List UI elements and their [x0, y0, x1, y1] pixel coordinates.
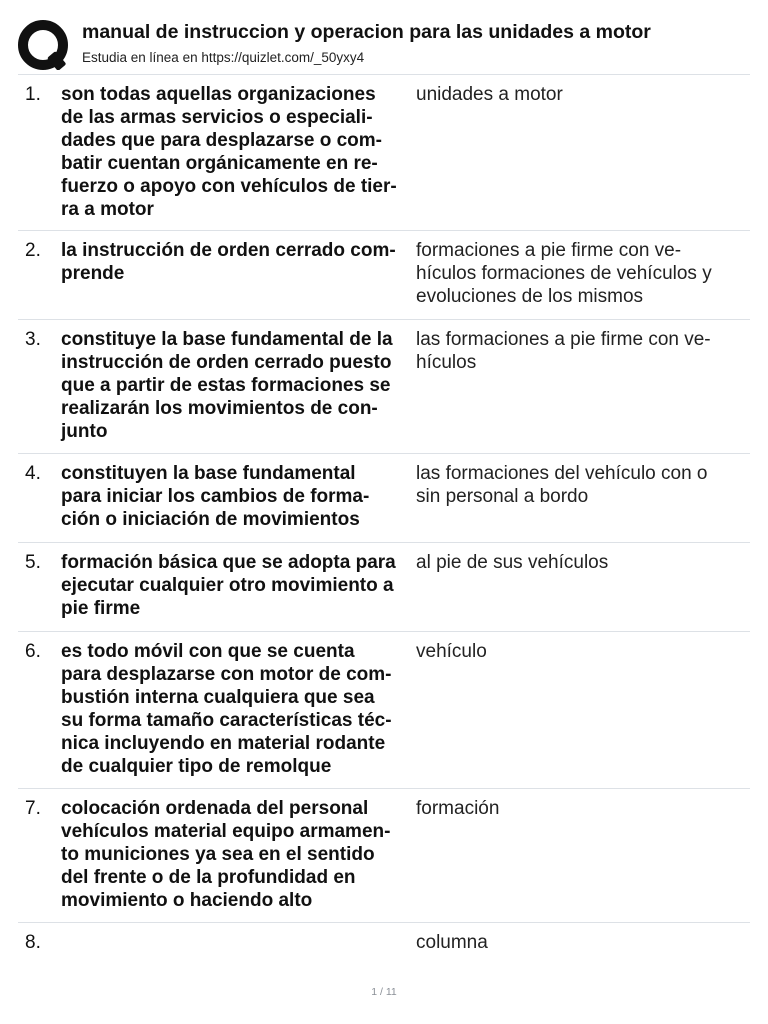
term-line: del frente o de la profundidad en: [61, 867, 356, 888]
term-line: ejecutar cualquier otro movimiento a: [61, 575, 394, 596]
flashcard-row: [18, 454, 750, 543]
card-number: 3.: [25, 329, 41, 350]
term-line: que a partir de estas formaciones se: [61, 375, 391, 396]
term-line: formación básica que se adopta para: [61, 552, 396, 573]
definition-line: unidades a motor: [416, 84, 563, 105]
term-line: movimiento o haciendo alto: [61, 890, 313, 911]
definition-line: formación: [416, 798, 500, 819]
document-header: [0, 0, 768, 74]
flashcard-row: [18, 320, 750, 454]
card-definition: [416, 931, 748, 954]
definition-line: las formaciones a pie firme con ve-: [416, 329, 711, 350]
card-definition: [416, 328, 748, 374]
flashcard-list: [0, 75, 768, 975]
term-line: ra a motor: [61, 199, 154, 220]
card-term: [61, 640, 413, 778]
card-term: [61, 328, 413, 443]
term-line: de cualquier tipo de remolque: [61, 756, 332, 777]
flashcard-row: [18, 789, 750, 923]
term-line: dades que para desplazarse o com-: [61, 130, 383, 151]
term-line: vehículos material equipo armamen-: [61, 821, 391, 842]
term-line: colocación ordenada del personal: [61, 798, 369, 819]
definition-line: formaciones a pie firme con ve-: [416, 240, 682, 261]
term-line: constituye la base fundamental de la: [61, 329, 393, 350]
card-term: [61, 462, 413, 531]
card-definition: [416, 83, 748, 106]
card-term: [61, 239, 413, 285]
card-definition: [416, 462, 748, 508]
term-line: prende: [61, 263, 125, 284]
card-term: [61, 797, 413, 912]
document-title: manual de instruccion y operacion para las unidades a motor: [82, 21, 651, 43]
card-definition: [416, 551, 748, 574]
term-line: para iniciar los cambios de forma-: [61, 486, 370, 507]
term-line: de las armas servicios o especiali-: [61, 107, 373, 128]
card-number: 2.: [25, 240, 41, 261]
term-line: instrucción de orden cerrado puesto: [61, 352, 392, 373]
card-number: 8.: [25, 932, 41, 953]
card-number: 4.: [25, 463, 41, 484]
flashcard-row: [18, 231, 750, 320]
term-line: bustión interna cualquiera que sea: [61, 687, 375, 708]
card-number: 5.: [25, 552, 41, 573]
term-line: junto: [61, 421, 108, 442]
term-line: to municiones ya sea en el sentido: [61, 844, 375, 865]
term-line: pie firme: [61, 598, 141, 619]
definition-line: columna: [416, 932, 488, 953]
definition-line: evoluciones de los mismos: [416, 286, 644, 307]
flashcard-row: [18, 632, 750, 789]
card-definition: [416, 640, 748, 663]
study-online-link[interactable]: Estudia en línea en https://quizlet.com/_50yxy4: [82, 50, 365, 65]
term-line: constituyen la base fundamental: [61, 463, 356, 484]
definition-line: vehículo: [416, 641, 487, 662]
definition-line: hículos formaciones de vehículos y: [416, 263, 712, 284]
definition-line: hículos: [416, 352, 477, 373]
term-line: su forma tamaño características téc-: [61, 710, 392, 731]
flashcard-row: [18, 923, 750, 975]
card-definition: [416, 239, 748, 308]
card-number: 7.: [25, 798, 41, 819]
page-indicator: 1 / 11: [371, 986, 397, 998]
card-term: [61, 551, 413, 620]
quizlet-q-logo-icon: [18, 20, 72, 70]
card-term: [61, 83, 413, 221]
flashcard-row: [18, 75, 750, 231]
flashcard-row: [18, 543, 750, 632]
definition-line: al pie de sus vehículos: [416, 552, 609, 573]
term-line: son todas aquellas organizaciones: [61, 84, 376, 105]
term-line: nica incluyendo en material rodante: [61, 733, 386, 754]
term-line: la instrucción de orden cerrado com-: [61, 240, 396, 261]
card-number: 6.: [25, 641, 41, 662]
term-line: ción o iniciación de movimientos: [61, 509, 360, 530]
term-line: para desplazarse con motor de com-: [61, 664, 392, 685]
definition-line: las formaciones del vehículo con o: [416, 463, 708, 484]
card-definition: [416, 797, 748, 820]
definition-line: sin personal a bordo: [416, 486, 589, 507]
term-line: fuerzo o apoyo con vehículos de tier-: [61, 176, 397, 197]
term-line: realizarán los movimientos de con-: [61, 398, 378, 419]
term-line: batir cuentan orgánicamente en re-: [61, 153, 378, 174]
card-number: 1.: [25, 84, 41, 105]
term-line: es todo móvil con que se cuenta: [61, 641, 355, 662]
